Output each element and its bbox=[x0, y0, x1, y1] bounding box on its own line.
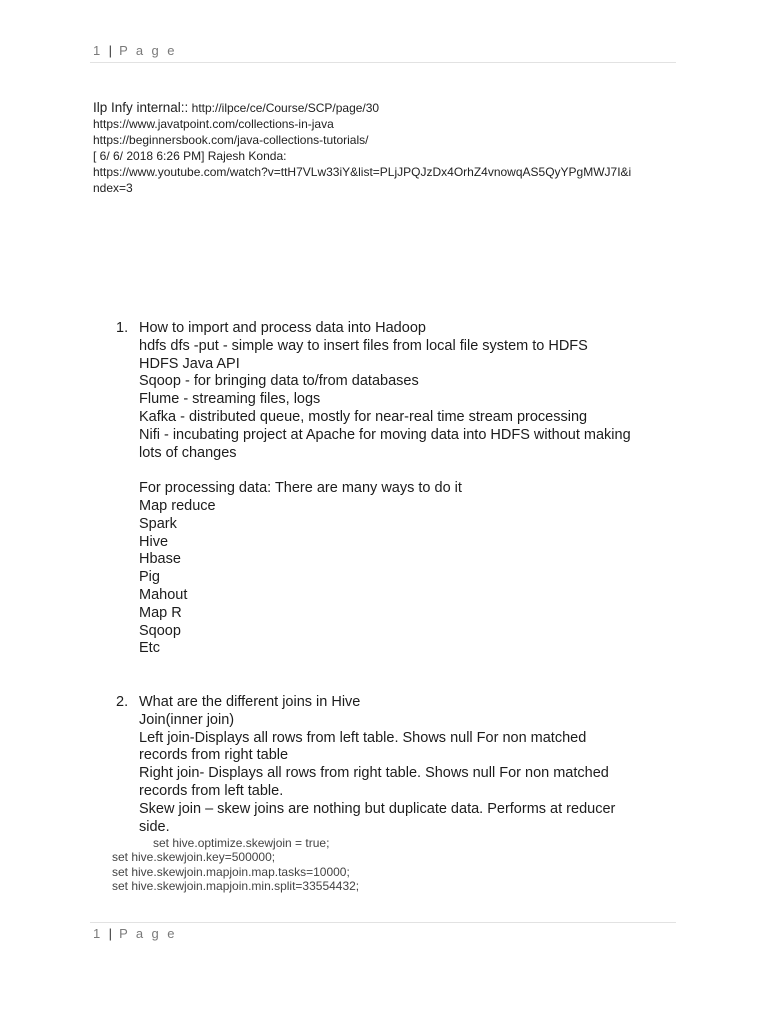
processing-tool: Mahout bbox=[139, 586, 188, 603]
processing-tool: Hbase bbox=[139, 551, 181, 568]
reference-links bbox=[93, 100, 683, 196]
import-line: Flume - streaming files, logs bbox=[139, 391, 321, 408]
footer-page-number: 1 | P a g e bbox=[93, 926, 177, 941]
processing-tool: Sqoop bbox=[139, 622, 181, 639]
processing-tool: Etc bbox=[139, 640, 160, 657]
list-item-import-process bbox=[116, 320, 684, 658]
import-line: lots of changes bbox=[139, 444, 237, 461]
header-page-number: 1 | P a g e bbox=[93, 43, 177, 58]
item-title: What are the different joins in Hive bbox=[139, 694, 361, 710]
processing-tool: Hive bbox=[139, 533, 169, 550]
join-line: Skew join – skew joins are nothing but duplicate data. Performs at reducer bbox=[139, 800, 616, 817]
youtube-link-continued[interactable]: ndex=3 bbox=[93, 181, 133, 195]
list-number: 1. bbox=[116, 320, 129, 336]
header-divider bbox=[90, 62, 676, 63]
import-line: hdfs dfs -put - simple way to insert files from local file system to HDFS bbox=[139, 337, 588, 354]
import-line: Sqoop - for bringing data to/from databases bbox=[139, 373, 419, 390]
processing-tool: Map reduce bbox=[139, 497, 216, 514]
join-line: side. bbox=[139, 818, 170, 835]
join-line: records from right table bbox=[139, 747, 289, 764]
config-line: set hive.skewjoin.key=500000; bbox=[112, 850, 276, 865]
config-line: set hive.optimize.skewjoin = true; bbox=[153, 836, 330, 850]
config-line: set hive.skewjoin.mapjoin.map.tasks=10000; bbox=[112, 864, 350, 879]
join-line: Left join-Displays all rows from left table. Shows null For non matched bbox=[139, 729, 587, 746]
list-item-hive-joins bbox=[116, 694, 684, 836]
import-line: Kafka - distributed queue, mostly for near-real time stream processing bbox=[139, 408, 588, 425]
import-line: Nifi - incubating project at Apache for moving data into HDFS without making bbox=[139, 426, 631, 443]
join-line: Right join- Displays all rows from right table. Shows null For non matched bbox=[139, 765, 609, 782]
footer-divider bbox=[90, 922, 676, 923]
beginnersbook-link[interactable]: https://beginnersbook.com/java-collections-tutorials/ bbox=[93, 133, 369, 147]
spacer bbox=[139, 462, 684, 480]
join-line: Join(inner join) bbox=[139, 711, 235, 728]
processing-tool: Spark bbox=[139, 515, 177, 532]
chat-message-header: [ 6/ 6/ 2018 6:26 PM] Rajesh Konda: bbox=[93, 149, 287, 163]
join-line: records from left table. bbox=[139, 782, 284, 799]
internal-link-line[interactable]: Ilp Infy internal:: http://ilpce/ce/Course/SCP/page/30 bbox=[93, 100, 380, 115]
import-line: HDFS Java API bbox=[139, 355, 240, 372]
config-line: set hive.skewjoin.mapjoin.min.split=33554432; bbox=[112, 879, 360, 894]
processing-tool: Pig bbox=[139, 569, 160, 586]
processing-intro: For processing data: There are many ways to do it bbox=[139, 480, 462, 497]
javatpoint-link[interactable]: https://www.javatpoint.com/collections-in-java bbox=[93, 117, 334, 131]
list-number: 2. bbox=[116, 694, 129, 710]
processing-tool: Map R bbox=[139, 604, 182, 621]
youtube-link[interactable]: https://www.youtube.com/watch?v=ttH7VLw33iY&list=PLjJPQJzDx4OrhZ4vnowqAS5QyYPgMWJ7I&i bbox=[93, 165, 632, 179]
item-title: How to import and process data into Hadoop bbox=[139, 320, 426, 336]
skewjoin-config-block bbox=[112, 836, 359, 894]
